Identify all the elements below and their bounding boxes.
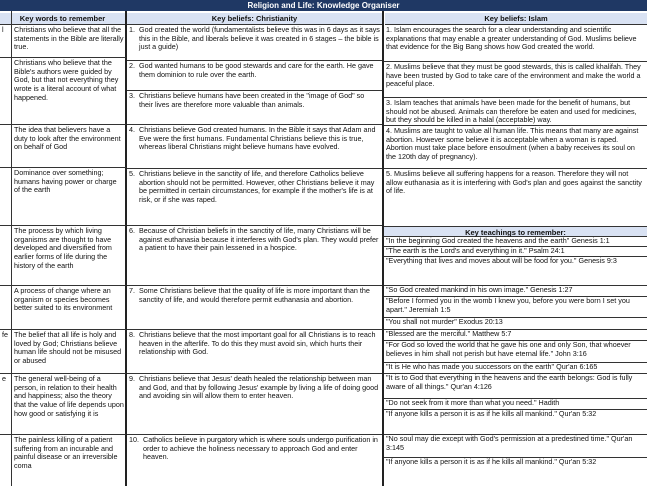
- teaching-quote: "It is He who has made you successors on the earth" Qur'an 6:165: [384, 363, 647, 374]
- teaching-quote: "It is to God that everything in the heavens and the earth belongs: God is fully aware of all things." Qur'an 4:126: [384, 374, 647, 399]
- keyword-definition: The general well-being of a person, in relation to their health and happiness; also the theory that the value of life depends upon how good or satisfying it is: [12, 374, 126, 435]
- teaching-quote: "Everything that lives and moves about will be food for you." Genesis 9:3: [384, 257, 647, 286]
- christianity-header: Key beliefs: Christianity: [127, 13, 382, 25]
- christianity-belief: [127, 91, 382, 125]
- keyword-term: [0, 226, 12, 286]
- belief-text: God wanted humans to be good stewards and care for the earth. He gave them dominion to rule over the earth.: [139, 61, 374, 79]
- teaching-quote: "No soul may die except with God's permission at a predestined time." Qur'an 3:145: [384, 435, 647, 458]
- keyword-definition: The process by which living organisms are thought to have developed and diversified from earlier forms of life during the history of the earth: [12, 226, 126, 286]
- keyword-term: [0, 286, 12, 330]
- belief-text: Christians believe that Jesus' death healed the relationship between man and God, and that by following Jesus' example by living a life of doing good and avoiding sin will allow them to enter heaven.: [139, 374, 379, 401]
- keywords-header: Key words to remember: [0, 13, 125, 25]
- teaching-quote: "In the beginning God created the heavens and the earth" Genesis 1:1: [384, 237, 647, 247]
- christianity-belief: [127, 169, 382, 226]
- belief-text: Christians believe in the sanctity of life, and therefore Catholics believe abortion should not be permitted. However, other Christians believe it may be permitted in certain circumstances, for example if the mother's life is at risk, or if she was raped.: [139, 169, 375, 205]
- keyword-term: l: [0, 25, 12, 58]
- islam-belief: 5. Muslims believe all suffering happens for a reason. Therefore they will not allow euthanasia as it is interfering with God's plan and goes against the sanctity of life.: [386, 169, 642, 196]
- teaching-quote: "Before I formed you in the womb I knew you, before you were born I set you apart." Jeremiah 1:5: [384, 297, 647, 318]
- keyword-term: e: [0, 374, 12, 435]
- belief-number: 4.: [129, 125, 135, 134]
- keyword-definition: The painless killing of a patient suffering from an incurable and painful disease or an irreversible coma: [14, 435, 118, 471]
- keyword-definition: Christians who believe that the Bible's authors were guided by God, but that not everything they wrote is a literal account of what happened.: [12, 58, 126, 125]
- belief-text: Catholics believe in purgatory which is where souls undergo purification in order to achieve the holiness necessary to approach God and enter heaven.: [143, 435, 378, 462]
- belief-number: 8.: [129, 330, 135, 339]
- belief-number: 3.: [129, 91, 135, 100]
- teaching-quote: "You shall not murder" Exodus 20:13: [384, 318, 647, 330]
- teaching-quote: "For God so loved the world that he gave his one and only Son, that whoever believes in him shall not perish but have eternal life." John 3:16: [384, 341, 647, 363]
- teachings-header: Key teachings to remember:: [384, 226, 647, 237]
- belief-text: Christians believe God created humans. In the Bible it says that Adam and Eve were the first humans. Fundamental Christians believe this is true, whereas liberal Christians might believe humans have evolved.: [139, 125, 376, 152]
- belief-number: 2.: [129, 61, 135, 70]
- belief-number: 5.: [129, 169, 135, 178]
- keyword-definition: A process of change where an organism or species becomes better suited to its environment: [12, 286, 126, 330]
- belief-text: God created the world (fundamentalists believe this was in 6 days as it says this in the Bible, and liberals believe it was created in 6 stages – the bible is just a guide): [139, 25, 380, 52]
- islam-belief: 1. Islam encourages the search for a clear understanding and scientific explanations that may enable a greater understanding of God. Muslims believe that evidence for the Big Bang shows how God created the world.: [384, 25, 647, 62]
- teaching-quote: "If anyone kills a person it is as if he kills all mankind." Qur'an 5:32: [386, 458, 597, 466]
- christianity-belief: [127, 330, 382, 374]
- islam-belief: 4. Muslims are taught to value all human life. This means that many are against abortion. However some believe it is acceptable when a woman is raped. Abortion must take place before ensoulment (when a baby receives its soul on the 120th day of pregnancy).: [384, 126, 647, 169]
- christianity-belief: [127, 286, 382, 330]
- belief-text: Christians believe humans have been created in the "image of God" so their lives are therefore more valuable than animals.: [139, 91, 365, 109]
- teaching-quote: "So God created mankind in his own image." Genesis 1:27: [384, 286, 647, 297]
- belief-text: Because of Christian beliefs in the sanctity of life, many Christians will be against euthanasia because it interferes with God's plan. They would prefer a patient to have their pain lessened in a hospice.: [139, 226, 379, 253]
- christianity-belief: [127, 125, 382, 169]
- belief-number: 10.: [129, 435, 139, 444]
- belief-text: Some Christians believe that the quality of life is more important than the sanctity of life, and would therefore permit euthanasia and abortion.: [139, 286, 370, 304]
- teaching-quote: "The earth is the Lord's and everything in it." Psalm 24:1: [384, 247, 647, 257]
- page-title: Religion and Life: Knowledge Organiser: [0, 0, 647, 11]
- teaching-quote: "Blessed are the merciful." Matthew 5:7: [384, 330, 647, 341]
- keyword-definition: The idea that believers have a duty to look after the environment on behalf of God: [12, 125, 126, 168]
- christianity-belief: [127, 435, 382, 486]
- teaching-quote: "If anyone kills a person it is as if he kills all mankind." Qur'an 5:32: [384, 410, 647, 435]
- belief-text: Christians believe that the most important goal for all Christians is to reach heaven in the afterlife. To do this they must avoid sin, which hurts their relationship with God.: [139, 330, 376, 357]
- keyword-term: [0, 435, 12, 486]
- keyword-term: fe: [0, 330, 12, 374]
- islam-header: Key beliefs: Islam: [385, 13, 647, 25]
- belief-number: 7.: [129, 286, 135, 295]
- belief-number: 6.: [129, 226, 135, 235]
- teaching-quote: "Do not seek from it more than what you need." Hadith: [384, 399, 647, 410]
- christianity-belief: [127, 226, 382, 286]
- belief-number: 1.: [129, 25, 135, 34]
- christianity-belief: [127, 25, 382, 61]
- keyword-definition: Christians who believe that all the statements in the Bible are literally true.: [12, 25, 126, 58]
- keyword-term: [0, 168, 12, 226]
- keyword-definition: The belief that all life is holy and loved by God; Christians believe human life should not be misused or abused: [12, 330, 126, 374]
- keyword-definition: Dominance over something; humans having power or charge of the earth: [12, 168, 126, 226]
- islam-belief: 3. Islam teaches that animals have been made for the benefit of humans, but should not be abused. Animals can therefore be eaten and used for medicines, but they should be killed in a halal (acceptable) way.: [384, 98, 647, 126]
- keyword-term: [0, 125, 12, 168]
- belief-number: 9.: [129, 374, 135, 383]
- christianity-belief: [127, 61, 382, 91]
- christianity-belief: [127, 374, 382, 435]
- keyword-term: [0, 58, 12, 125]
- islam-belief: 2. Muslims believe that they must be good stewards, this is called khalifah. They have been trusted by God to take care of the environment and make the world a peaceful place.: [384, 62, 647, 98]
